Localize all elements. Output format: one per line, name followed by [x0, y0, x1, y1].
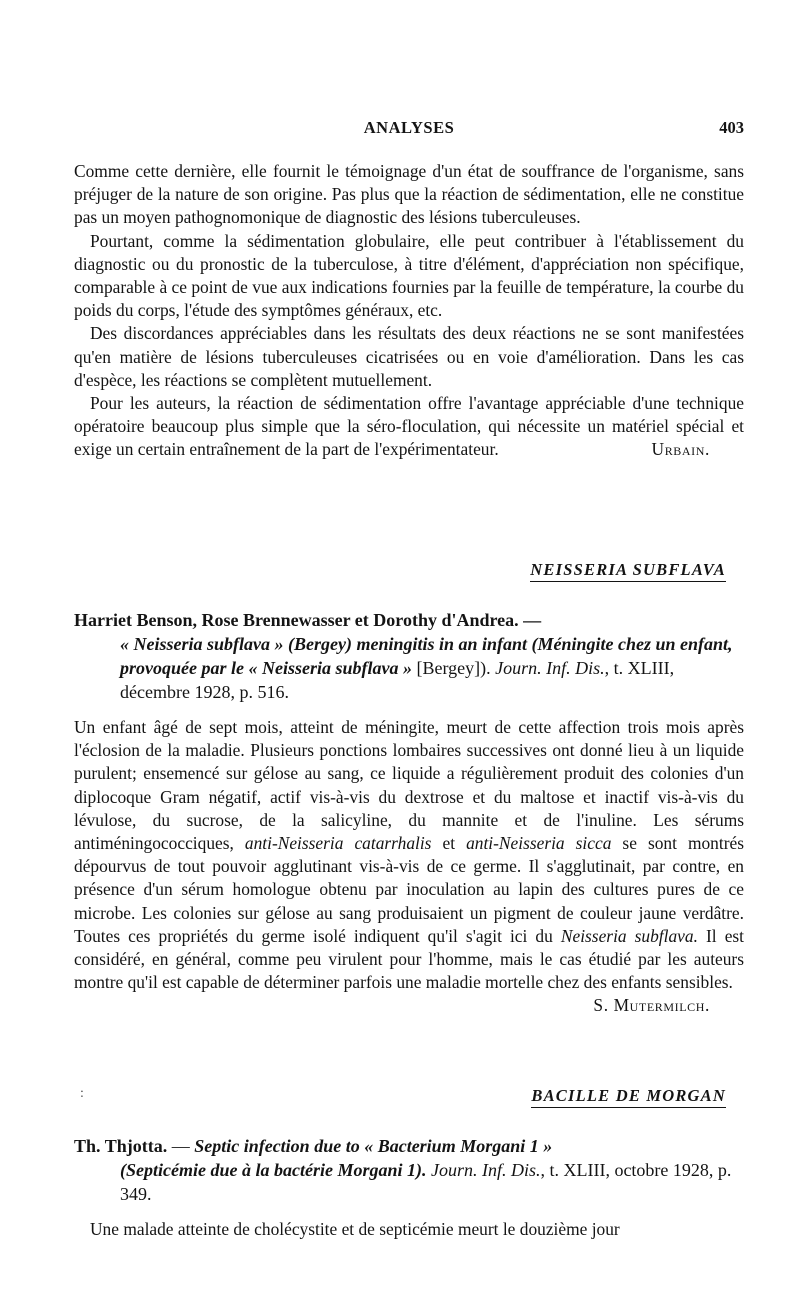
section-heading-morgan: BACILLE DE MORGAN	[531, 1086, 726, 1108]
species-name: anti-Neisseria sicca	[466, 833, 612, 854]
abstract-text: Une malade atteinte de cholécystite et de septicémie meurt le douzième jour	[90, 1219, 620, 1239]
species-name: anti-Neisseria catarrhalis	[244, 833, 432, 854]
paragraph: Pourtant, comme la sédimentation globulaire, elle peut contribuer à l'établissement du diagnostic ou du pronostic de la tuberculose, à titre d'élément, d'appréciation non spécifique, comparable à ce point de vue aux indications fournies par la feuille de température, la courbe du poids du corps, l'étude des symptômes généraux, etc.	[74, 230, 744, 321]
title-french: (Méningite chez un enfant, provoquée par le « Neisseria subflava »	[120, 634, 733, 678]
neisseria-abstract	[74, 716, 744, 1018]
reference-title	[120, 1158, 744, 1206]
abstract-text	[74, 716, 744, 994]
running-title: ANALYSES	[363, 118, 455, 137]
title-french: (Septicémie due à la bactérie Morgani 1).	[120, 1160, 427, 1180]
running-header	[74, 118, 744, 144]
title-english: « Neisseria subflava » (Bergey) meningitis in an infant	[120, 634, 528, 654]
page-number: 403	[719, 118, 744, 137]
bibliographic-reference	[74, 1134, 744, 1206]
reference-dash: —	[518, 610, 542, 630]
bibliographic-reference	[74, 608, 744, 704]
citation-details: , t. XLIII, octobre 1928, p. 349.	[120, 1160, 732, 1204]
journal-name: Journ. Inf. Dis.	[495, 658, 605, 678]
morgan-abstract	[74, 1218, 744, 1241]
margin-mark: :	[80, 1086, 84, 1101]
conjunction: et	[431, 833, 467, 854]
reviewer-signature: S. Mutermilch.	[593, 995, 710, 1016]
reference-authors-line	[74, 608, 744, 632]
reference-dash: —	[167, 1136, 195, 1156]
section-heading-neisseria: NEISSERIA SUBFLAVA	[530, 560, 726, 582]
abstract-part: Un enfant âgé de sept mois, atteint de méningite, meurt de cette affection trois mois après l'éclosion de la maladie. Plusieurs ponctions lombaires successives ont donné lieu à un liquide purulent; ensemencé sur gélose au sang, ce liquide a régulièrement produit des colonies d'un diplocoque Gram négatif, actif vis-à-vis du dextrose et du maltose et inactif vis-à-vis du lévulose, du sucrose, de la salicyline, du mannite et de l'inuline. Les sérums antiméningococciques,	[74, 717, 744, 854]
reviewer-signature: Urbain.	[651, 439, 710, 460]
reference-author: Th. Thjotta.	[74, 1136, 168, 1156]
paragraph	[74, 392, 744, 462]
paragraph: Comme cette dernière, elle fournit le témoignage d'un état de souffrance de l'organisme, sans préjuger de la nature de son origine. Pas plus que la réaction de sédimentation, elle ne constitue pas un moyen pathognomonique de diagnostic des lésions tuberculeuses.	[74, 161, 744, 228]
species-name: Neisseria subflava.	[560, 925, 698, 946]
abstract-part: Il est considéré, en général, comme peu virulent pour l'homme, mais le cas étudié par les auteurs montre qu'il est capable de déterminer parfois une maladie mortelle chez des enfants sensibles.	[74, 925, 745, 993]
reference-authors: Harriet Benson, Rose Brennewasser et Dorothy d'Andrea.	[74, 610, 519, 630]
reference-title	[120, 632, 744, 704]
tuberculosis-analysis-continuation	[74, 160, 744, 462]
abstract-part: se sont montrés dépourvus de tout pouvoir agglutinant vis-à-vis de ce germe. Il s'agglutinait, par contre, en présence d'un sérum homologue obtenu par inoculation au lapin des cultures pures de ce microbe. Les colonies sur gélose au sang produisaient un pigment de couleur jaune verdâtre. Toutes ces propriétés du germe isolé indiquent qu'il s'agit ici du	[74, 833, 744, 946]
title-french-end: [Bergey]).	[416, 658, 491, 678]
title-english: Septic infection due to « Bacterium Morgani 1 »	[194, 1136, 553, 1156]
citation-details: , t. XLIII, décembre 1928, p. 516.	[120, 658, 675, 702]
paragraph: Des discordances appréciables dans les résultats des deux réactions ne se sont manifestées qu'en matière de lésions tuberculeuses cicatrisées ou en voie d'amélioration. Dans les cas d'espèce, les réactions se complètent mutuellement.	[74, 323, 744, 390]
reference-author-line	[74, 1134, 744, 1158]
journal-name: Journ. Inf. Dis.	[430, 1160, 541, 1180]
paragraph-text: Pour les auteurs, la réaction de sédimentation offre l'avantage appréciable d'une technique opératoire beaucoup plus simple que la séro-floculation, qui nécessite un matériel spécial et exige un certain entraînement de la part de l'expérimentateur.	[74, 393, 744, 460]
